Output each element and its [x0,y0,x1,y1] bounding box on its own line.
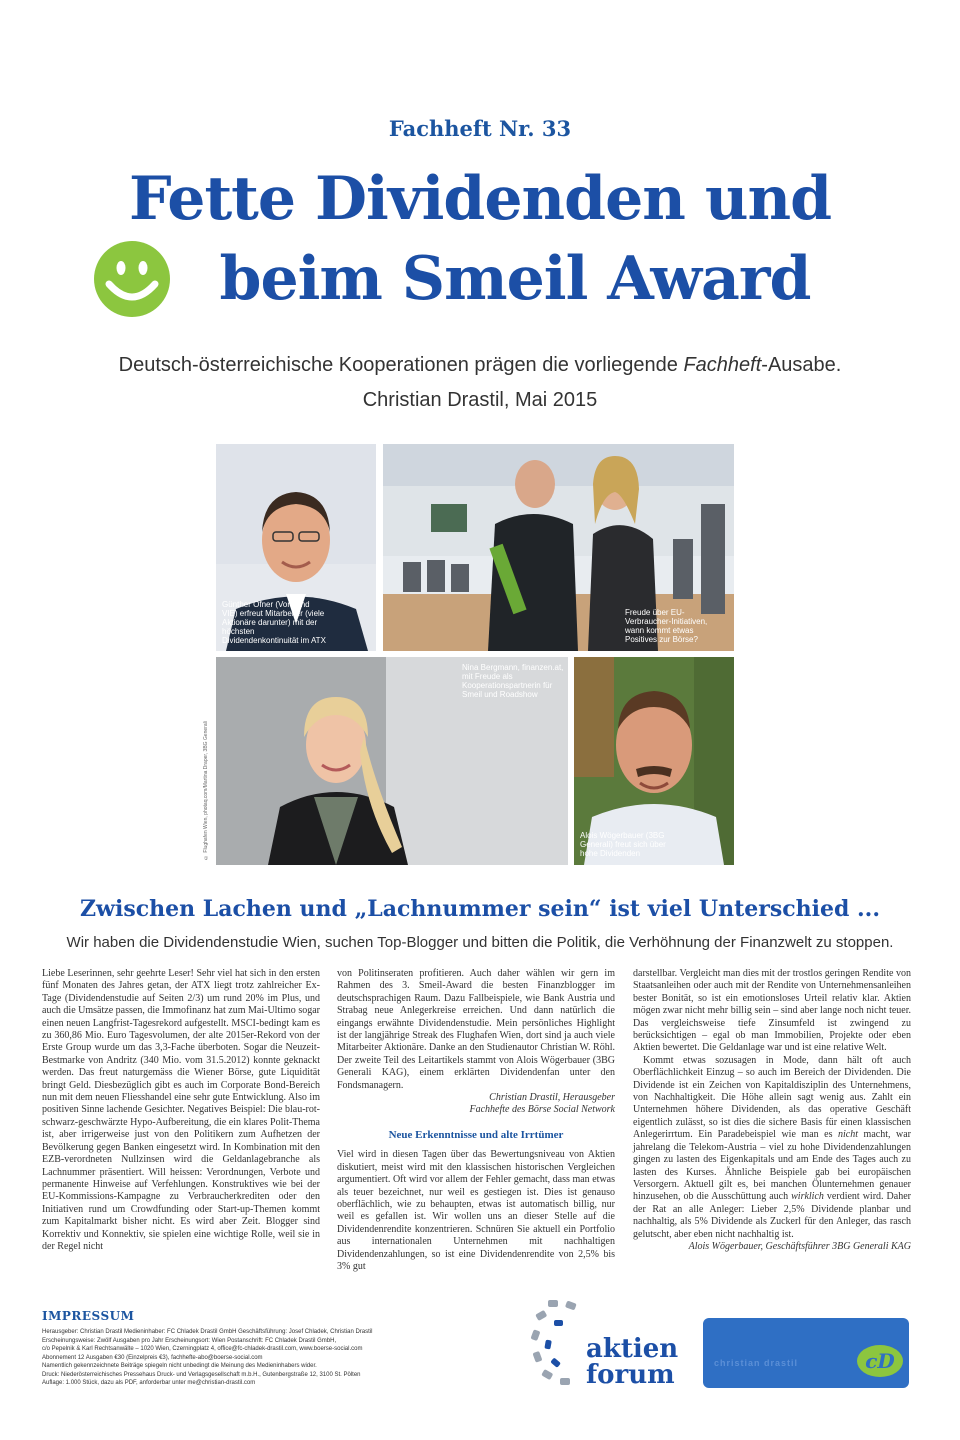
lead-text: Wir haben die Dividendenstudie Wien, suchen Top-Blogger und bitten die Politik, die Verhöhnung der Finanzwelt zu stoppen. [66,934,894,951]
deck: Deutsch-österreichische Kooperationen prägen die vorliegende Fachheft-Ausabe. [118,354,842,376]
photo-bergmann [216,657,568,865]
column-3-text-b: Kommt etwas sozusagen in Mode, dann hält oft auch Oberflächlichkeit Einzug – so auch im Bereich der Dividenden. Die Dividende ist ein Zeichen von Kapitaldisziplin des Unternehmens, von Nachhaltigkeit. Die Höhe allein sagt wenig aus. Zahlt ein Unternehmen höhere Dividenden, als das operative Geschäft eigentlich zulässt, so ist dies die sichere Basis für einen klassischen Anlegerirrtum. Ein Paradebeispiel wie man es nicht macht, war jahrelang die Telekom-Austria – viel zu hohe Dividendenzahlungen gingen zu lasten des Eigenkapitals und am Ende des Tages auch zu lasten des Kurses. Ähnliche Beispiele gab bei europäischen Versorgern. Aktuell gilt es, bei manchen Ölunternehmen genauer hinzusehen, ob die Ausschüttung auch wirklich verdient wird. Daher der Rat an alle Anleger: Lieber 2,5% Dividende planbar und nachhaltig, als 5% Dividende als Zuckerl für den Anleger, das rasch gelutscht, aber eben nicht nachhaltig ist. [633,1054,911,1240]
photo-woegerbauer [574,657,734,865]
headline-line-1: Fette Dividenden und [128,164,832,234]
photo-credit: © Flughafen Wien, photaq.com/Martina Draper, 3BG Generali [203,721,209,860]
article-column-1 [42,968,320,1253]
impressum-text: Herausgeber: Christian Drastil Medieninhaber: FC Chladek Drastil GmbH Geschäftsführung: Josef Chladek, Christian Drastil Erscheinungsweise: Zwölf Ausgaben pro Jahr Erscheinungsort: Wien Postanschrift: FC Chladek Drastil GmbH, c/o Pepelnik & Karl Rechtsanwälte – 1020 Wien, Czerningplatz 4, office@fc-chladek-drastil.com, www.boerse-social.com Abonnement 12 Ausgaben €30 (Einzelpreis €3), fachhefte-abo@boerse-social.com Namentlich gekennzeichnete Beiträge spiegeln nicht unbedingt die Meinung des Medieninhabers wider. Druck: Niederösterreichisches Pressehaus Druck- und Verlagsgesellschaft m.b.H., Gutenbergstraße 12, 3100 St. Pölten Auflage: 1.000 Stück, dazu als PDF, anforderbar unter me@christian-drastil.com [42,1329,373,1386]
signature-drastil-role: Fachhefte des Börse Social Network [469,1104,615,1116]
cd-monogram-text: cD [865,1349,895,1373]
aktienforum-logo-text: aktien forum [586,1334,679,1390]
column-1-text: Liebe Leserinnen, sehr geehrte Leser! Sehr viel hat sich in den ersten fünf Monaten des Jahres getan, der ATX liegt trotz zahlreicher Ex-Tage (Dividendenstudie auf Seiten 2/3) um rund 20% im Plus, und auch die Umsätze passen, die Immofinanz hat zum Mai-Ultimo sogar einen neuen Langfrist-Tagesrekord aufgestellt. MSCI-bedingt kam es zu 360,86 Mio. Euro Tagesvolumen, der alte 2015er-Rekord von der Erste Group wurde um das 3,3-Fache überboten. Sogar die Neuzeit-Bestmarke von Andritz (340 Mio. vom 31.5.2012) konnte geknackt werden. Das freut naturgemäss die Wiener Börse, gute Liquidität bringt Geld. Diesbezüglich gibt es auch im Corporate Bond-Bereich nun mit dem neuen Fliesshandel eine sehr gute Entwicklung. Also im positiven Sinne lachende Gesichter. Negatives Beispiel: Die blau-rot-schwarz-geschwärzte Hypo-Aufbereitung, die ein klares Polit-Thema ist, aber irrigerweise just von den Politikern zum Aufhetzen der Bevölkerung gegen Banken eingesetzt wird. In Kombination mit den EZB-verordneten Nullzinsen wird die Geldanlagebranche als Lachnummer präsentiert. Will heissen: Verordnungen, Verbote und permanente Hinweise auf Verfehlungen. Konstruktives wie bei der EU-Kommissions-Kampagne zu Verbraucherkrediten oder den Initiativen rund um Crowdfunding oder Start-up-Themen kommt zum Kapitalmarkt bisher nicht. Es wird aber Zeit. Blogger sind Korrektiv und Konnektiv, sie spielen eine wichtige Rolle, weil sie in der Regel nicht [42,968,320,1252]
photo-bergmann-caption: Nina Bergmann, finanzen.at, mit Freude als Kooperationspartnerin für Smeil und Roadshow [462,663,564,699]
column-2-text-a: von Politinseraten profitieren. Auch daher wählen wir gern im Rahmen des 3. Smeil-Award die besten Finanzblogger im deutschsprachigen Raum. Dazu Fallbeispiele, wie Bank Austria und Strabag neue Anlegerkreise erreichen. Und dann natürlich die eingangs erwähnte Dividendenstudie. Mein persönliches Highlight ist der langjährige Streak des Flughafen Wien, dort sind ja auch viele Mitarbeiter Aktionäre. Danke an den Studienautor Christian W. Röhl. Der zweite Teil des Leitartikels stammt von Alois Wögerbauer (3BG Generali KAG), einem erklärten Dividendenfan unter den Fondsmanagern. [337,968,615,1091]
photo-ofner [216,444,376,651]
photo-event [383,444,734,651]
section-heading: Neue Erkenntnisse und alte Irrtümer [388,1128,564,1141]
christian-drastil-logo-text: christian drastil [714,1358,799,1368]
photo-woegerbauer-caption: Alois Wögerbauer (3BG Generali) freut sich über hohe Dividenden [580,831,666,858]
cd-monogram-icon [856,1344,904,1378]
issue-kicker: Fachheft Nr. 33 [388,116,572,141]
impressum-title: IMPRESSUM [42,1309,135,1323]
headline-line-2: beim Smeil Award [219,244,811,314]
signature-woegerbauer: Alois Wögerbauer, Geschäftsführer 3BG Generali KAG [688,1240,911,1252]
signature-drastil: Christian Drastil, Herausgeber [489,1092,615,1104]
photo-event-caption: Freude über EU-Verbraucher-Initiativen, wann kommt etwas Positives zur Börse? [625,608,708,644]
article-column-3 [633,968,911,1253]
subheadline: Zwischen Lachen und „Lachnummer sein“ ist viel Unterschied ... [80,896,880,922]
column-3-text-a: darstellbar. Vergleicht man dies mit der trostlos geringen Rendite von Staatsanleihen oder auch mit der Rendite von Unternehmensanleihen bester Bonität, so ist ein emotionsloses Urteil relativ klar. Aktien mögen zwar nicht mehr billig sein – sind aber lange noch nicht teuer. Das vergleichsweise tiefe Zinsumfeld ist zwingend zu berücksichtigen – egal ob man Immobilien, Projekte oder eben Aktien bewertet. Die Geldanlage war und ist eine relative Welt. [633,968,911,1054]
photo-ofner-caption: Günther Ofner (Vorstand VIE) erfreut Mitarbeiter (viele Aktionäre darunter) mit der höchsten Dividendenkontinuität im ATX [222,600,326,645]
aktienforum-logo-icon [528,1298,592,1390]
article-column-2 [337,968,615,1273]
column-2-text-b: Viel wird in diesen Tagen über das Bewertungsniveau von Aktien diskutiert, meist wird mit den klassischen historischen Vergleichen argumentiert. Oft wird vor allem der Fehler gemacht, dass man etwas als teuer bezeichnet, nur weil es gestiegen ist. Dies ist genauso oberflächlich, wie zu behaupten, etwas ist automatisch billig, nur weil es gefallen ist. Wir wollen uns an dieser Stelle auf die Dividendenrendite konzentrieren. Schnüren Sie aktuell ein Portfolio aus internationalen Unternehmen mit nachhaltigen Dividendenzahlungen, so ist eine Dividendenrendite von 2,5% bis 3% gut [337,1149,615,1272]
byline: Christian Drastil, Mai 2015 [362,389,598,411]
